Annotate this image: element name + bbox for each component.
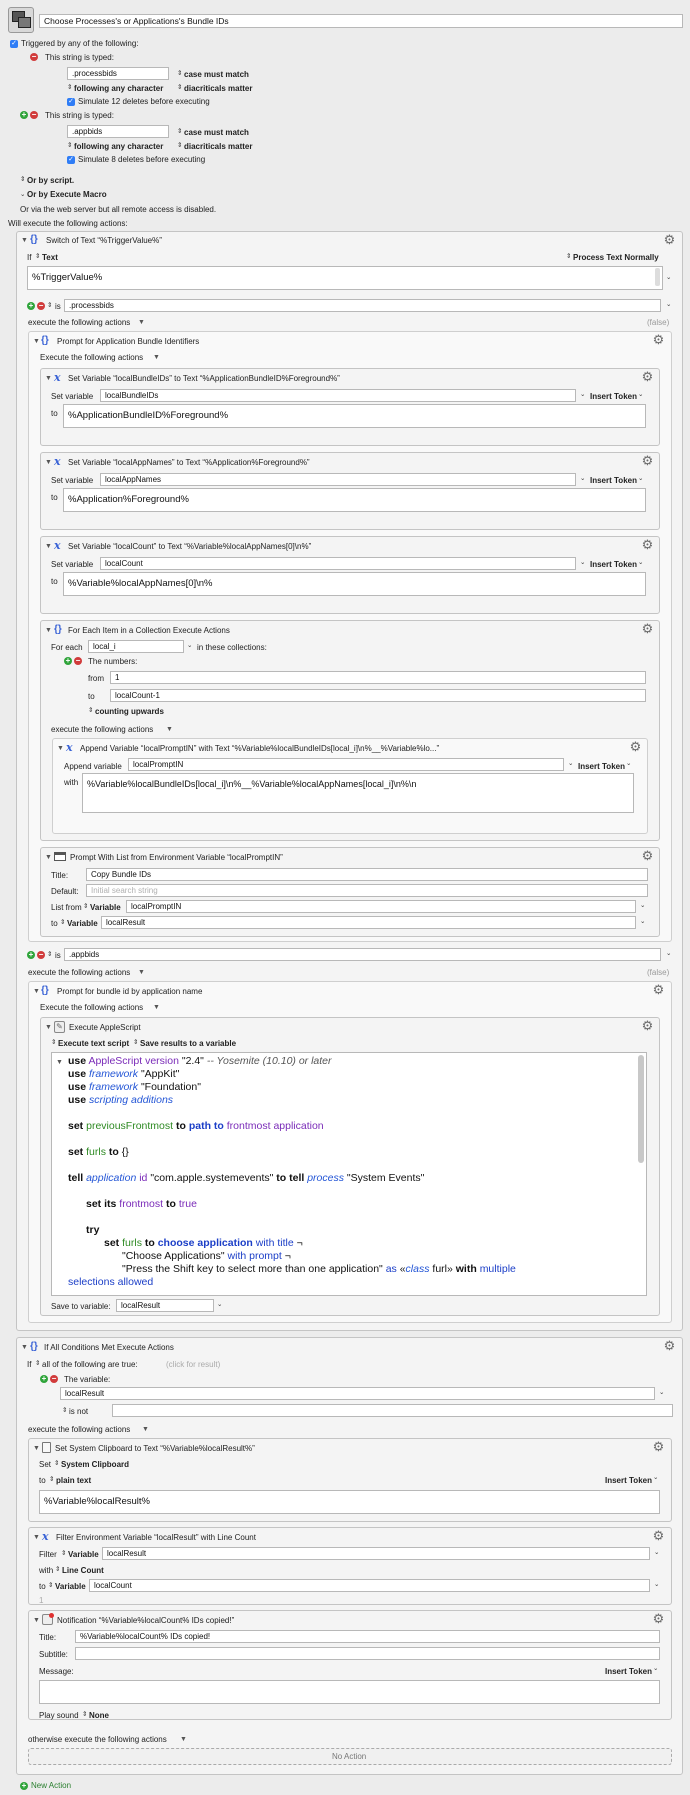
line-count-stepper-icon[interactable]: ⇕ bbox=[55, 1566, 61, 1573]
clip-insert-token[interactable]: Insert Token bbox=[605, 1476, 652, 1485]
prompt-title-label: Title: bbox=[51, 871, 69, 880]
triggered-checkbox[interactable]: ✓ bbox=[11, 40, 17, 47]
is-not-select[interactable]: is not bbox=[69, 1407, 89, 1416]
list-source-select[interactable]: Variable bbox=[90, 903, 121, 912]
diacriticals-stepper-icon[interactable]: ⇕ bbox=[177, 84, 183, 91]
sound-select[interactable]: None bbox=[89, 1711, 109, 1720]
dest-stepper-icon[interactable]: ⇕ bbox=[60, 919, 66, 926]
from-label: from bbox=[88, 674, 104, 683]
code-line-7: tell application id "com.apple.systemevents" to tell process "System Events" bbox=[68, 1172, 425, 1184]
following-stepper-icon[interactable]: ⇕ bbox=[67, 84, 73, 91]
result-dest-select[interactable]: Variable bbox=[67, 919, 98, 928]
variable-x-icon: x bbox=[66, 741, 73, 754]
sv3-to-label: to bbox=[51, 577, 58, 586]
chevron-down-icon[interactable]: ⌄ bbox=[640, 902, 646, 909]
collapse-triangle-icon[interactable]: ▼ bbox=[153, 354, 160, 361]
prompt-title-field[interactable]: Copy Bundle IDs bbox=[86, 868, 648, 881]
case-select-2[interactable]: case must match bbox=[184, 128, 249, 137]
sv2-to-label: to bbox=[51, 493, 58, 502]
remove-case-button[interactable]: − bbox=[38, 950, 44, 959]
sv1-text-field[interactable]: %ApplicationBundleID%Foreground% bbox=[63, 404, 646, 428]
foreach-in-label: in these collections: bbox=[197, 643, 267, 652]
gear-icon[interactable]: ⚙ bbox=[641, 621, 654, 636]
if-braces-icon: {} bbox=[30, 1341, 38, 1352]
chevron-down-icon[interactable]: ⌄ bbox=[654, 1581, 660, 1588]
clip-title[interactable]: Set System Clipboard to Text “%Variable%localResult%” bbox=[55, 1444, 255, 1453]
sv2-set-label: Set variable bbox=[51, 476, 94, 485]
simulate-label-1: Simulate 12 deletes before executing bbox=[78, 97, 210, 106]
typed-string-field-2[interactable]: .appbids bbox=[67, 125, 169, 138]
prompt-title[interactable]: Prompt With List from Environment Variable “localPromptIN” bbox=[70, 853, 283, 862]
collapse-triangle-icon[interactable]: ▼ bbox=[153, 1004, 160, 1011]
chevron-down-icon[interactable]: ⌄ bbox=[580, 391, 586, 398]
chevron-down-icon[interactable]: ⌄ bbox=[654, 1549, 660, 1556]
prompt-to-label: to bbox=[51, 919, 58, 928]
string-typed-label-1: This string is typed: bbox=[45, 53, 114, 62]
filter-source-stepper-icon[interactable]: ⇕ bbox=[61, 1550, 67, 1557]
group-braces-icon: {} bbox=[41, 335, 49, 346]
notif-insert-token[interactable]: Insert Token bbox=[605, 1667, 652, 1676]
filter-source-select[interactable]: Variable bbox=[68, 1550, 99, 1559]
source-stepper-icon[interactable]: ⇕ bbox=[83, 903, 89, 910]
filter-to-label: to bbox=[39, 1582, 46, 1591]
line-count-select[interactable]: Line Count bbox=[62, 1566, 104, 1575]
sv2-insert-token[interactable]: Insert Token bbox=[590, 476, 637, 485]
code-line-4: use scripting additions bbox=[68, 1094, 174, 1106]
simulate-checkbox-1[interactable]: ✓ bbox=[68, 98, 74, 105]
foreach-execute-label: execute the following actions bbox=[51, 725, 154, 734]
switch-braces-icon: {} bbox=[30, 234, 38, 245]
no-action-label: No Action bbox=[332, 1752, 367, 1761]
append-title[interactable]: Append Variable “localPromptIN” with Text “%Variable%localBundleIDs[local_i]\n%__%Variable%lo...” bbox=[80, 744, 440, 753]
is-not-stepper-icon[interactable]: ⇕ bbox=[62, 1407, 68, 1414]
variable-x-icon: x bbox=[54, 371, 61, 384]
prompt-default-field[interactable]: Initial search string bbox=[86, 884, 648, 897]
filter-dest-select[interactable]: Variable bbox=[55, 1582, 86, 1591]
case-stepper-icon[interactable]: ⇕ bbox=[177, 70, 183, 77]
macro-name-field[interactable]: Choose Processes's or Applications's Bundle IDs bbox=[39, 14, 683, 28]
notif-title-field[interactable]: %Variable%localCount% IDs copied! bbox=[75, 1630, 660, 1643]
gear-icon[interactable]: ⚙ bbox=[641, 537, 654, 552]
group1-title[interactable]: Prompt for Application Bundle Identifiers bbox=[57, 337, 200, 346]
gear-icon[interactable]: ⚙ bbox=[652, 332, 665, 347]
code-line-5: set previousFrontmost to path to frontmost application bbox=[68, 1120, 324, 1132]
following-stepper-icon[interactable]: ⇕ bbox=[67, 142, 73, 149]
gear-icon[interactable]: ⚙ bbox=[629, 739, 642, 754]
all-stepper-icon[interactable]: ⇕ bbox=[35, 1360, 41, 1367]
save-to-label: Save to variable: bbox=[51, 1302, 111, 1311]
chevron-down-icon[interactable]: ⌄ bbox=[653, 1665, 659, 1672]
click-for-result[interactable]: (click for result) bbox=[166, 1360, 221, 1369]
group2-execute-label: Execute the following actions bbox=[40, 1003, 144, 1012]
code-line-3: use framework "Foundation" bbox=[68, 1081, 201, 1093]
triggered-label: Triggered by any of the following: bbox=[21, 39, 139, 48]
collapse-triangle-icon[interactable]: ▼ bbox=[180, 1736, 187, 1743]
process-text-select[interactable]: Process Text Normally bbox=[573, 253, 659, 262]
chevron-down-icon[interactable]: ⌄ bbox=[666, 301, 672, 308]
or-script-select[interactable]: Or by script. bbox=[27, 176, 75, 185]
collapse-triangle-icon[interactable]: ▼ bbox=[21, 1344, 28, 1351]
save-mode-stepper-icon[interactable]: ⇕ bbox=[133, 1039, 139, 1046]
text-stepper-icon[interactable]: ⇕ bbox=[35, 253, 41, 260]
notif-message-field[interactable] bbox=[39, 1680, 660, 1704]
chevron-down-icon[interactable]: ⌄ bbox=[666, 274, 672, 281]
result-variable-field[interactable]: localResult bbox=[101, 916, 636, 929]
otherwise-label: otherwise execute the following actions bbox=[28, 1735, 167, 1744]
typed-string-field-1[interactable]: .processbids bbox=[67, 67, 169, 80]
code-line-9: try bbox=[86, 1224, 100, 1236]
gear-icon[interactable]: ⚙ bbox=[652, 1528, 665, 1543]
gear-icon[interactable]: ⚙ bbox=[641, 1018, 654, 1033]
will-execute-label: Will execute the following actions: bbox=[8, 219, 128, 228]
group1-execute-label: Execute the following actions bbox=[40, 353, 144, 362]
diacriticals-select-1[interactable]: diacriticals matter bbox=[184, 84, 253, 93]
script-scrollbar[interactable] bbox=[638, 1055, 644, 1163]
clip-target-select[interactable]: System Clipboard bbox=[61, 1460, 130, 1469]
sv3-variable-field[interactable]: localCount bbox=[100, 557, 576, 570]
collapse-triangle-icon[interactable]: ▼ bbox=[45, 1024, 52, 1031]
list-from-label: List from bbox=[51, 903, 82, 912]
code-line-13: selections allowed bbox=[68, 1276, 154, 1288]
gear-icon[interactable]: ⚙ bbox=[663, 1338, 676, 1353]
prompt-default-label: Default: bbox=[51, 887, 79, 896]
macro-icon bbox=[8, 7, 34, 33]
chevron-down-icon[interactable]: ⌄ bbox=[638, 559, 644, 566]
sv3-title[interactable]: Set Variable “localCount” to Text “%Variable%localAppNames[0]\n%” bbox=[68, 542, 312, 551]
case1-value-field[interactable]: .processbids bbox=[64, 299, 661, 312]
list-variable-field[interactable]: localPromptIN bbox=[126, 900, 636, 913]
collapse-triangle-icon[interactable]: ▼ bbox=[56, 1059, 63, 1066]
case1-result: (false) bbox=[647, 318, 670, 327]
variable-x-icon: x bbox=[54, 539, 61, 552]
condition-variable-field[interactable]: localResult bbox=[60, 1387, 655, 1400]
play-sound-label: Play sound bbox=[39, 1711, 79, 1720]
filter-with-label: with bbox=[39, 1566, 54, 1575]
chevron-down-icon[interactable]: ⌄ bbox=[580, 559, 586, 566]
foreach-variable-field[interactable]: local_i bbox=[88, 640, 184, 653]
case1-operator[interactable]: is bbox=[55, 302, 61, 311]
collapse-triangle-icon[interactable]: ▼ bbox=[45, 627, 52, 634]
case-op-stepper-icon[interactable]: ⇕ bbox=[47, 951, 53, 958]
clipboard-icon bbox=[42, 1442, 51, 1453]
all-conditions-select[interactable]: all of the following are true: bbox=[42, 1360, 138, 1369]
notif-message-label: Message: bbox=[39, 1667, 74, 1676]
foreach-title[interactable]: For Each Item in a Collection Execute Actions bbox=[68, 626, 230, 635]
applescript-title[interactable]: Execute AppleScript bbox=[69, 1023, 141, 1032]
simulate-label-2: Simulate 8 deletes before executing bbox=[78, 155, 206, 164]
case2-result: (false) bbox=[647, 968, 670, 977]
the-variable-label: The variable: bbox=[64, 1375, 111, 1384]
diacriticals-select-2[interactable]: diacriticals matter bbox=[184, 142, 253, 151]
simulate-checkbox-2[interactable]: ✓ bbox=[68, 156, 74, 163]
script-editor[interactable] bbox=[51, 1052, 647, 1296]
remove-trigger-1-button[interactable]: − bbox=[31, 52, 37, 61]
sv1-title[interactable]: Set Variable “localBundleIDs” to Text “%ApplicationBundleID%Foreground%” bbox=[68, 374, 340, 383]
or-script-icon[interactable]: ⇕ bbox=[20, 176, 26, 183]
process-stepper-icon[interactable]: ⇕ bbox=[566, 253, 572, 260]
counting-select[interactable]: counting upwards bbox=[95, 707, 164, 716]
chevron-down-icon[interactable]: ⌄ bbox=[638, 391, 644, 398]
remove-collection-button[interactable]: − bbox=[75, 656, 81, 665]
string-typed-label-2: This string is typed: bbox=[45, 111, 114, 120]
collapse-triangle-icon[interactable]: ▼ bbox=[138, 319, 145, 326]
group2-title[interactable]: Prompt for bundle id by application name bbox=[57, 987, 203, 996]
gear-icon[interactable]: ⚙ bbox=[641, 453, 654, 468]
chevron-down-icon[interactable]: ⌄ bbox=[659, 1389, 665, 1396]
filter-title[interactable]: Filter Environment Variable “localResult” with Line Count bbox=[56, 1533, 256, 1542]
or-execute-select[interactable]: Or by Execute Macro bbox=[27, 190, 107, 199]
gear-icon[interactable]: ⚙ bbox=[663, 232, 676, 247]
clip-text-field[interactable]: %Variable%localResult% bbox=[39, 1490, 660, 1514]
case2-execute-label: execute the following actions bbox=[28, 968, 131, 977]
code-line-8: set its frontmost to true bbox=[86, 1198, 197, 1210]
collapse-triangle-icon[interactable]: ▼ bbox=[33, 988, 40, 995]
add-trigger-button[interactable]: + bbox=[21, 110, 27, 119]
new-action-icon[interactable]: + bbox=[21, 1781, 27, 1790]
if-execute-label: execute the following actions bbox=[28, 1425, 131, 1434]
filter-label: Filter bbox=[39, 1550, 57, 1559]
variable-x-icon: x bbox=[42, 1530, 49, 1543]
add-case-button[interactable]: + bbox=[28, 950, 34, 959]
notif-title[interactable]: Notification “%Variable%localCount% IDs copied!” bbox=[57, 1616, 235, 1625]
filter-dest-stepper-icon[interactable]: ⇕ bbox=[48, 1582, 54, 1589]
notif-subtitle-field[interactable] bbox=[75, 1647, 660, 1660]
code-line-6: set furls to {} bbox=[68, 1146, 129, 1158]
collapse-triangle-icon[interactable]: ▼ bbox=[138, 969, 145, 976]
case-select[interactable]: case must match bbox=[184, 70, 249, 79]
case2-operator[interactable]: is bbox=[55, 951, 61, 960]
clip-to-label: to bbox=[39, 1476, 46, 1485]
add-case-button[interactable]: + bbox=[28, 301, 34, 310]
sv1-variable-field[interactable]: localBundleIDs bbox=[100, 389, 576, 402]
code-line-1: use AppleScript version "2.4" -- Yosemite (10.10) or later bbox=[68, 1055, 332, 1067]
chevron-down-icon[interactable]: ⌄ bbox=[626, 760, 632, 767]
if-label: If bbox=[27, 1360, 32, 1369]
collapse-triangle-icon[interactable]: ▼ bbox=[142, 1426, 149, 1433]
sv2-variable-field[interactable]: localAppNames bbox=[100, 473, 576, 486]
sv1-to-label: to bbox=[51, 409, 58, 418]
group-braces-icon: {} bbox=[41, 985, 49, 996]
filter-variable-field[interactable]: localResult bbox=[102, 1547, 650, 1560]
following-select-2[interactable]: following any character bbox=[74, 142, 164, 151]
sound-stepper-icon[interactable]: ⇕ bbox=[82, 1711, 88, 1718]
notification-icon bbox=[42, 1614, 53, 1625]
add-collection-button[interactable]: + bbox=[65, 656, 71, 665]
web-server-note: Or via the web server but all remote access is disabled. bbox=[20, 205, 217, 214]
script-icon: ✎ bbox=[54, 1021, 65, 1033]
following-select-1[interactable]: following any character bbox=[74, 84, 164, 93]
code-line-10: set furls to choose application with title ¬ bbox=[104, 1237, 303, 1249]
chevron-down-icon[interactable]: ⌄ bbox=[666, 950, 672, 957]
gear-icon[interactable]: ⚙ bbox=[652, 1439, 665, 1454]
chevron-down-icon[interactable]: ⌄ bbox=[653, 1474, 659, 1481]
numbers-label: The numbers: bbox=[88, 657, 138, 666]
sv1-insert-token[interactable]: Insert Token bbox=[590, 392, 637, 401]
clip-set-label: Set bbox=[39, 1460, 52, 1469]
append-text-field[interactable]: %Variable%localBundleIDs[local_i]\n%__%Variable%localAppNames[local_i]\n%\n bbox=[82, 773, 634, 813]
code-line-2: use framework "AppKit" bbox=[68, 1068, 180, 1080]
case-op-stepper-icon[interactable]: ⇕ bbox=[47, 302, 53, 309]
collapse-triangle-icon[interactable]: ▼ bbox=[57, 745, 64, 752]
collapse-triangle-icon[interactable]: ▼ bbox=[21, 237, 28, 244]
collapse-triangle-icon[interactable]: ▼ bbox=[166, 726, 173, 733]
chevron-down-icon[interactable]: ⌄ bbox=[217, 1301, 223, 1308]
chevron-down-icon[interactable]: ⌄ bbox=[187, 642, 193, 649]
append-with-label: with bbox=[64, 778, 79, 787]
or-execute-chevron-icon[interactable]: ⌄ bbox=[20, 191, 26, 198]
sv3-text-field[interactable]: %Variable%localAppNames[0]\n% bbox=[63, 572, 646, 596]
collapse-triangle-icon[interactable]: ▼ bbox=[33, 338, 40, 345]
exec-mode-select[interactable]: Execute text script bbox=[58, 1039, 130, 1048]
chevron-down-icon[interactable]: ⌄ bbox=[580, 475, 586, 482]
gear-icon[interactable]: ⚙ bbox=[641, 369, 654, 384]
variable-x-icon: x bbox=[54, 455, 61, 468]
exec-mode-stepper-icon[interactable]: ⇕ bbox=[51, 1039, 57, 1046]
switch-title[interactable]: Switch of Text “%TriggerValue%” bbox=[46, 236, 162, 245]
add-condition-button[interactable]: + bbox=[41, 1374, 47, 1383]
gear-icon[interactable]: ⚙ bbox=[641, 848, 654, 863]
save-variable-field[interactable]: localResult bbox=[116, 1299, 214, 1312]
sv3-insert-token[interactable]: Insert Token bbox=[590, 560, 637, 569]
collapse-triangle-icon[interactable]: ▼ bbox=[33, 1534, 40, 1541]
collapse-triangle-icon[interactable]: ▼ bbox=[45, 459, 52, 466]
foreach-label: For each bbox=[51, 643, 83, 652]
collapse-triangle-icon[interactable]: ▼ bbox=[45, 543, 52, 550]
plain-text-stepper-icon[interactable]: ⇕ bbox=[49, 1476, 55, 1483]
to-label: to bbox=[88, 692, 95, 701]
remove-condition-button[interactable]: − bbox=[51, 1374, 57, 1383]
sv2-title[interactable]: Set Variable “localAppNames” to Text “%Application%Foreground%” bbox=[68, 458, 310, 467]
case1-execute-label: execute the following actions bbox=[28, 318, 131, 327]
collapse-triangle-icon[interactable]: ▼ bbox=[33, 1617, 40, 1624]
counting-stepper-icon[interactable]: ⇕ bbox=[88, 707, 94, 714]
clip-target-stepper-icon[interactable]: ⇕ bbox=[54, 1460, 60, 1467]
notif-title-label: Title: bbox=[39, 1633, 57, 1642]
plain-text-select[interactable]: plain text bbox=[56, 1476, 92, 1485]
sv3-set-label: Set variable bbox=[51, 560, 94, 569]
collapse-triangle-icon[interactable]: ▼ bbox=[45, 854, 52, 861]
append-variable-field[interactable]: localPromptIN bbox=[128, 758, 564, 771]
to-field[interactable]: localCount-1 bbox=[110, 689, 646, 702]
condition-value-field[interactable] bbox=[112, 1404, 673, 1417]
gear-icon[interactable]: ⚙ bbox=[652, 1611, 665, 1626]
gear-icon[interactable]: ⚙ bbox=[652, 982, 665, 997]
remove-case-button[interactable]: − bbox=[38, 301, 44, 310]
collapse-triangle-icon[interactable]: ▼ bbox=[33, 1445, 40, 1452]
diacriticals-stepper-icon[interactable]: ⇕ bbox=[177, 142, 183, 149]
switch-text-field[interactable]: %TriggerValue% bbox=[27, 266, 663, 290]
filter-to-field[interactable]: localCount bbox=[89, 1579, 650, 1592]
sv1-set-label: Set variable bbox=[51, 392, 94, 401]
for-each-braces-icon: {} bbox=[54, 624, 62, 635]
switch-if-label: If bbox=[27, 253, 32, 262]
case2-value-field[interactable]: .appbids bbox=[64, 948, 661, 961]
notif-subtitle-label: Subtitle: bbox=[39, 1650, 68, 1659]
remove-trigger-2-button[interactable]: − bbox=[31, 110, 37, 119]
code-line-12: "Press the Shift key to select more than one application" as «class furl» with multiple bbox=[122, 1263, 516, 1275]
append-label: Append variable bbox=[64, 762, 122, 771]
switch-text-scrollbar[interactable] bbox=[655, 268, 660, 286]
new-action-button[interactable]: New Action bbox=[31, 1781, 72, 1790]
from-field[interactable]: 1 bbox=[110, 671, 646, 684]
chevron-down-icon[interactable]: ⌄ bbox=[568, 760, 574, 767]
save-mode-select[interactable]: Save results to a variable bbox=[140, 1039, 237, 1048]
case-stepper-icon[interactable]: ⇕ bbox=[177, 128, 183, 135]
chevron-down-icon[interactable]: ⌄ bbox=[638, 475, 644, 482]
sv2-text-field[interactable]: %Application%Foreground% bbox=[63, 488, 646, 512]
chevron-down-icon[interactable]: ⌄ bbox=[640, 918, 646, 925]
filter-result: 1 bbox=[39, 1596, 44, 1605]
collapse-triangle-icon[interactable]: ▼ bbox=[45, 375, 52, 382]
code-line-11: "Choose Applications" with prompt ¬ bbox=[122, 1250, 291, 1262]
append-insert-token[interactable]: Insert Token bbox=[578, 762, 625, 771]
switch-source-select[interactable]: Text bbox=[42, 253, 58, 262]
if-title[interactable]: If All Conditions Met Execute Actions bbox=[44, 1343, 174, 1352]
window-icon bbox=[54, 852, 66, 861]
